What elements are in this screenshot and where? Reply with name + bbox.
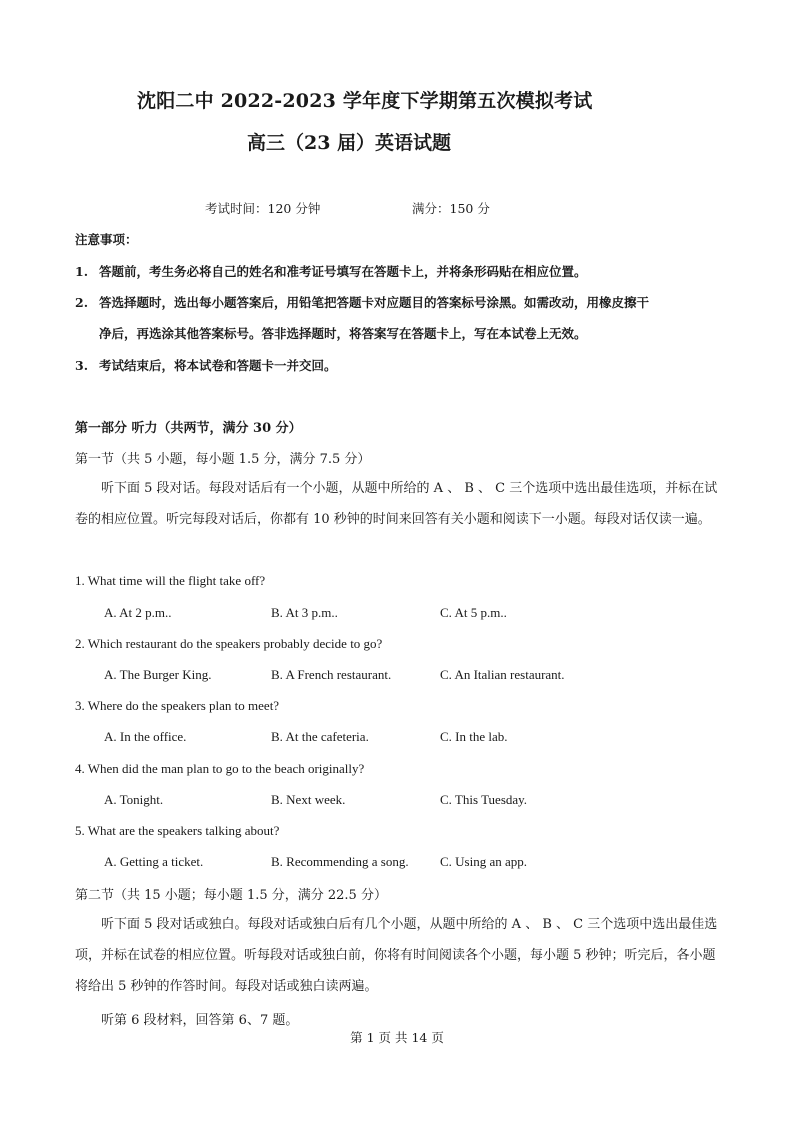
full-score: 满分：150 分 [412, 201, 490, 216]
option-c: C. An Italian restaurant. [440, 667, 565, 682]
option-a: A. At 2 p.m.. [104, 605, 172, 620]
notice-continuation: 净后，再选涂其他答案标号。答非选择题时，将答案写在答题卡上，写在本试卷上无效。 [99, 326, 587, 341]
notice-text: 答选择题时，选出每小题答案后，用铅笔把答题卡对应题目的答案标号涂黑。如需改动，用橡皮擦干 [99, 295, 650, 310]
material-6-instruction: 听第 6 段材料，回答第 6、7 题。 [101, 1013, 299, 1028]
option-b: B. At the cafeteria. [271, 729, 369, 744]
option-a: A. The Burger King. [104, 667, 212, 682]
option-b: B. Recommending a song. [271, 854, 409, 869]
exam-title: 沈阳二中 2022-2023 学年度下学期第五次模拟考试 [137, 90, 593, 112]
option-a: A. Getting a ticket. [104, 854, 204, 869]
option-c: C. In the lab. [440, 729, 508, 744]
notice-number: 1. [75, 264, 89, 279]
question-4: 4. When did the man plan to go to the beach originally? [75, 761, 365, 776]
option-c: C. At 5 p.m.. [440, 605, 507, 620]
option-b: B. Next week. [271, 792, 346, 807]
option-a: A. In the office. [104, 729, 187, 744]
notice-number: 2. [75, 295, 89, 310]
question-1: 1. What time will the flight take off? [75, 573, 266, 588]
section2-instructions: 听下面 5 段对话或独白。每段对话或独白后有几个小题，从题中所给的 A 、 B 、 C 三个选项中选出最佳选项，并标在试卷的相应位置。听每段对话或独白前，你将有时间阅读各个小题，每小题 5 秒钟；听完后，各小题将给出 5 秒钟的作答时间。每段对话或独白读两遍。 [75, 917, 718, 994]
option-b: B. At 3 p.m.. [271, 605, 338, 620]
notice-item [75, 356, 720, 374]
section2-heading: 第二节（共 15 小题；每小题 1.5 分，满分 22.5 分） [75, 888, 387, 903]
notice-item [75, 262, 720, 280]
option-c: C. This Tuesday. [440, 792, 528, 807]
notice-number: 3. [75, 358, 89, 373]
question-5: 5. What are the speakers talking about? [75, 823, 280, 838]
section1-heading: 第一节（共 5 小题，每小题 1.5 分，满分 7.5 分） [75, 452, 371, 467]
notice-heading: 注意事项： [75, 232, 138, 247]
page-footer: 第 1 页 共 14 页 [350, 1030, 444, 1045]
question-2: 2. Which restaurant do the speakers probably decide to go? [75, 636, 383, 651]
question-3: 3. Where do the speakers plan to meet? [75, 698, 280, 713]
option-b: B. A French restaurant. [271, 667, 392, 682]
part1-heading: 第一部分 听力（共两节，满分 30 分） [75, 421, 302, 436]
option-a: A. Tonight. [104, 792, 164, 807]
exam-subtitle: 高三（23 届）英语试题 [247, 132, 452, 154]
option-c: C. Using an app. [440, 854, 528, 869]
section1-instructions: 听下面 5 段对话。每段对话后有一个小题，从题中所给的 A 、 B 、 C 三个选项中选出最佳选项，并标在试卷的相应位置。听完每段对话后，你都有 10 秒钟的时间来回答有关小题和阅读下一小题。每段对话仅读一遍。 [75, 481, 718, 527]
notice-text: 考试结束后，将本试卷和答题卡一并交回。 [99, 358, 337, 373]
notice-text: 答题前，考生务必将自己的姓名和准考证号填写在答题卡上，并将条形码贴在相应位置。 [99, 264, 587, 279]
exam-time: 考试时间：120 分钟 [205, 201, 321, 216]
notice-item [75, 293, 720, 311]
